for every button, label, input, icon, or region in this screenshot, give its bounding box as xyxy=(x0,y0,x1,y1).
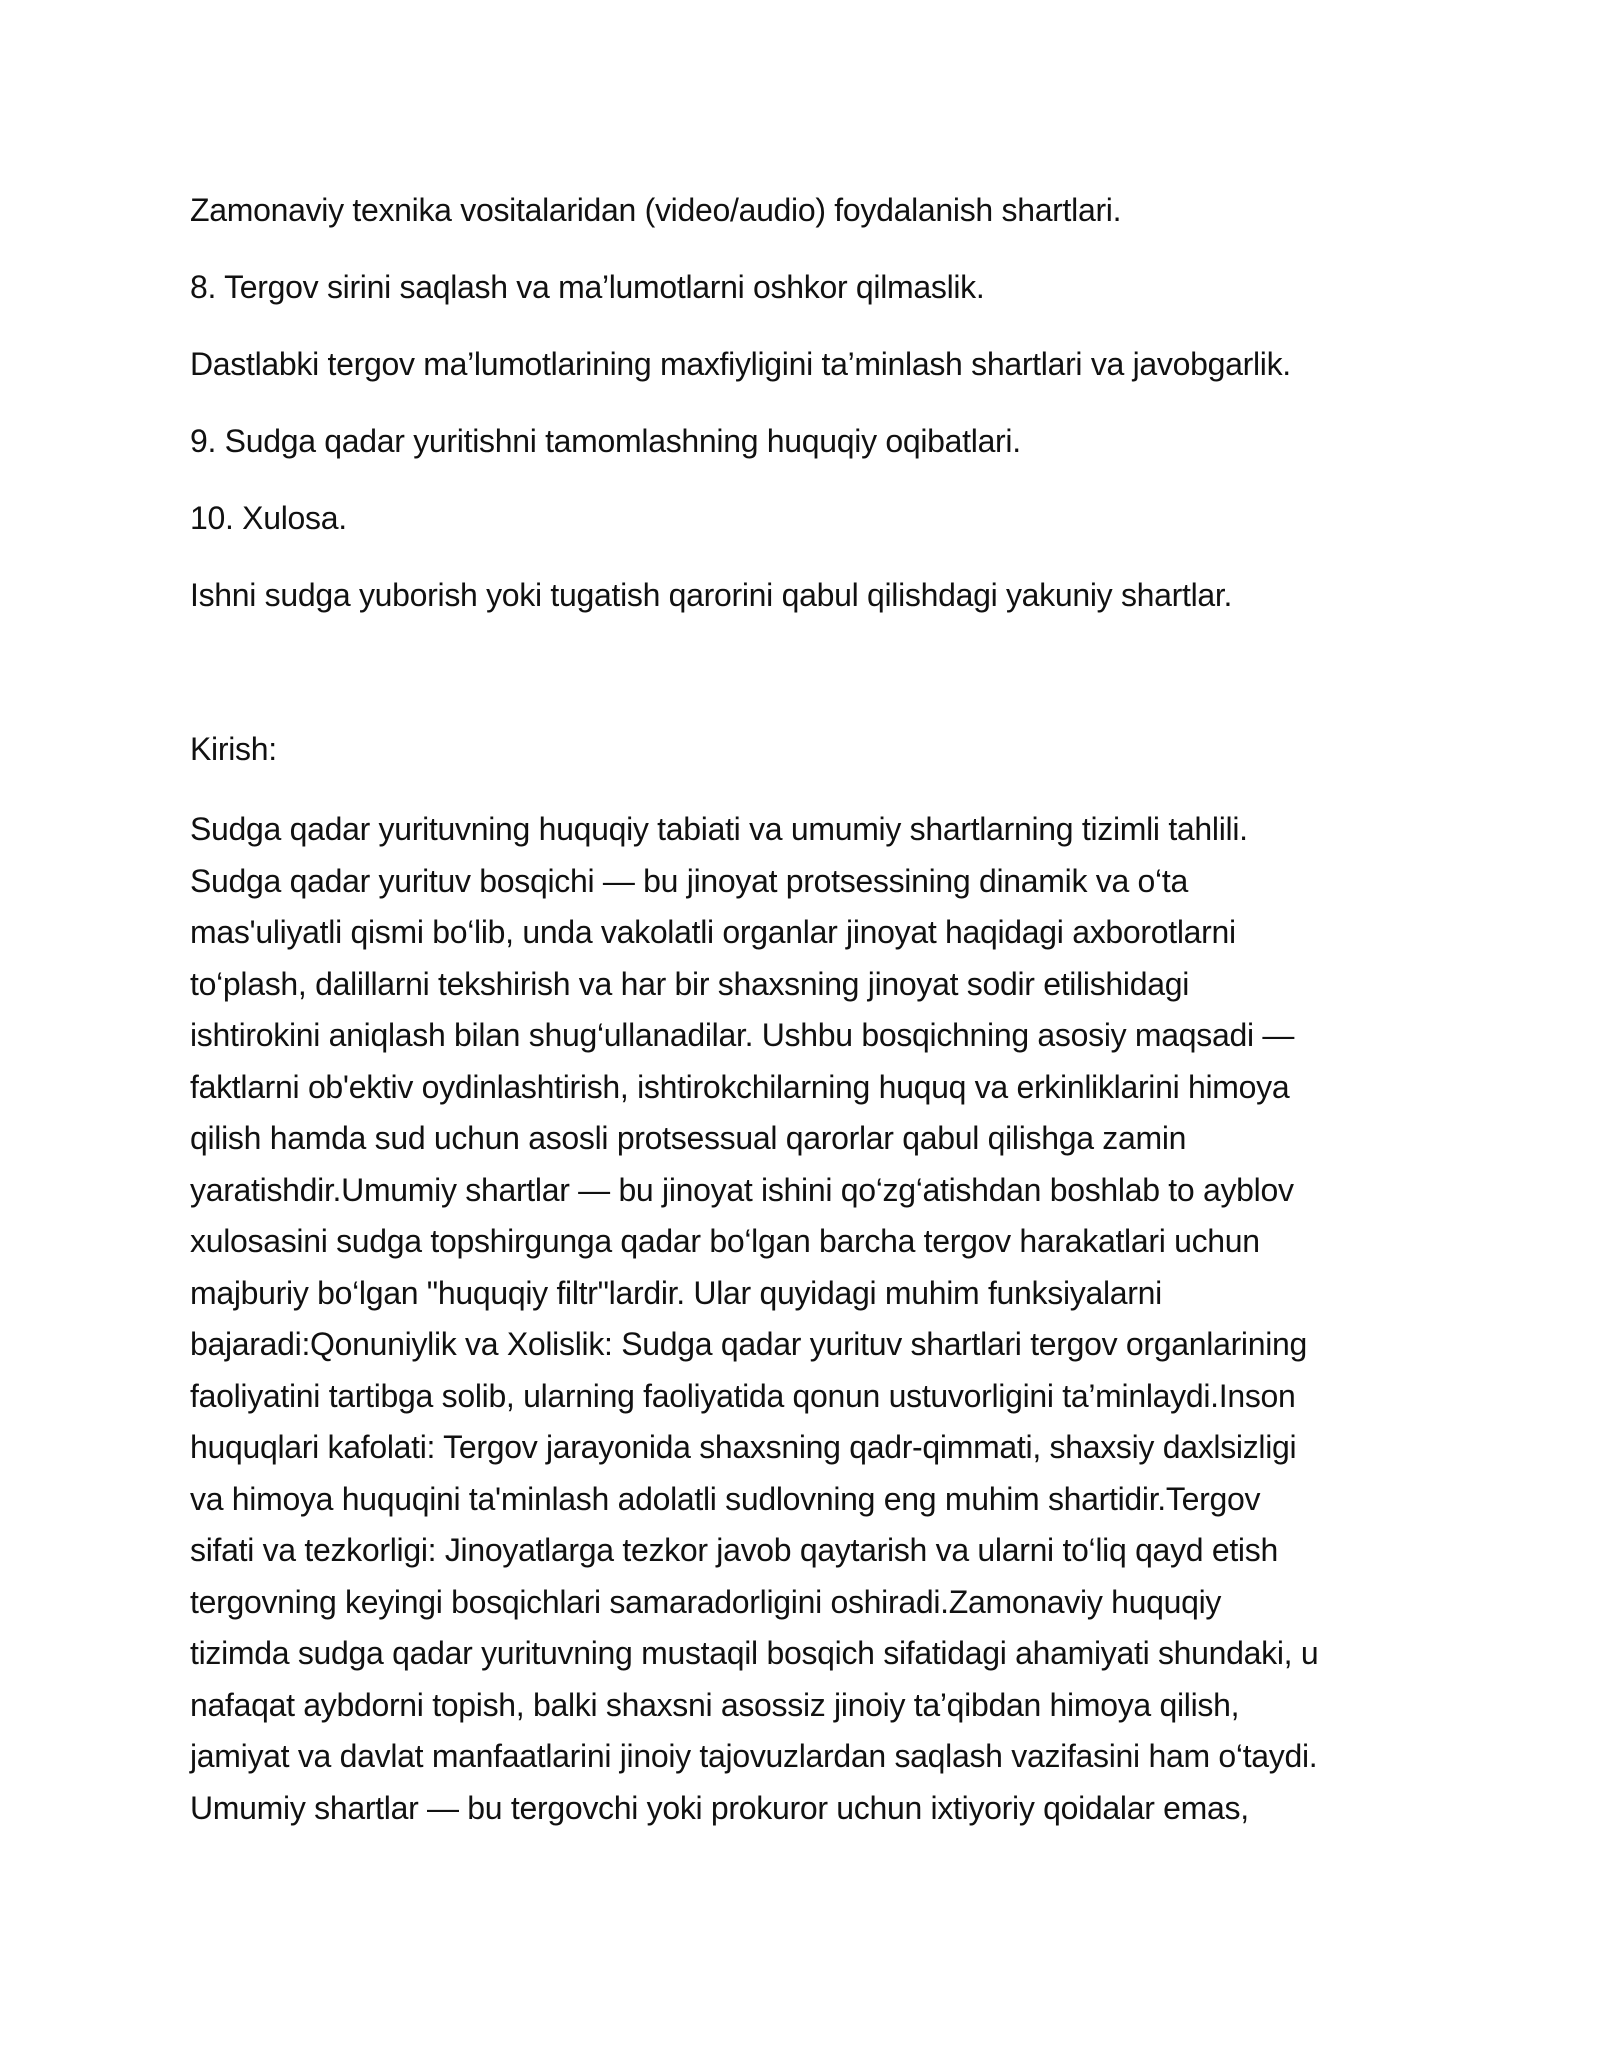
outline-item: 8. Tergov sirini saqlash va ma’lumotlarni oshkor qilmaslik. xyxy=(190,269,985,305)
outline-item: Ishni sudga yuborish yoki tugatish qarorini qabul qilishdagi yakuniy shartlar. xyxy=(190,577,1233,613)
section-spacer xyxy=(190,650,1425,727)
intro-body: Sudga qadar yurituvning huquqiy tabiati va umumiy shartlarning tizimli tahlili. Sudga qadar yurituv bosqichi — bu jinoyat protsessining dinamik va o‘ta mas'uliyatli qismi bo‘lib, unda vakolatli organlar jinoyat haqidagi axborotlarni to‘plash, dalillarni tekshirish va har bir shaxsning jinoyat sodir etilishidagi ishtirokini aniqlash bilan shug‘ullanadilar. Ushbu bosqichning asosiy maqsadi — faktlarni ob'ektiv oydinlashtirish, ishtirokchilarning huquq va erkinliklarini himoya qilish hamda sud uchun asosli protsessual qarorlar qabul qilishga zamin yaratishdir.Umumiy shartlar — bu jinoyat ishini qo‘zg‘atishdan boshlab to ayblov xulosasini sudga topshirgunga qadar bo‘lgan barcha tergov harakatlari uchun majburiy bo‘lgan "huquqiy filtr"lardir. Ular quyidagi muhim funksiyalarni bajaradi:Qonuniylik va Xolislik: Sudga qadar yurituv shartlari tergov organlarining faoliyatini tartibga solib, ularning faoliyatida qonun ustuvorligini ta’minlaydi.Inson huquqlari kafolati: Tergov jarayonida shaxsning qadr-qimmati, shaxsiy daxlsizligi va himoya huquqini ta'minlash adolatli sudlovning eng muhim shartidir.Tergov sifati va tezkorligi: Jinoyatlarga tezkor javob qaytarish va ularni to‘liq qayd etish tergovning keyingi bosqichlari samaradorligini oshiradi.Zamonaviy huquqiy tizimda sudga qadar yurituvning mustaqil bosqich sifatidagi ahamiyati shundaki, u nafaqat aybdorni topish, balki shaxsni asossiz jinoiy ta’qibdan himoya qilish, jamiyat va davlat manfaatlarini jinoiy tajovuzlardan saqlash vazifasini ham o‘taydi. Umumiy shartlar — bu tergovchi yoki prokuror uchun ixtiyoriy qoidalar emas, xyxy=(190,811,1319,1826)
outline-item: Zamonaviy texnika vositalaridan (video/audio) foydalanish shartlari. xyxy=(190,192,1122,228)
outline-item: 9. Sudga qadar yuritishni tamomlashning huquqiy oqibatlari. xyxy=(190,423,1021,459)
outline-item: 10. Xulosa. xyxy=(190,500,347,536)
document-content xyxy=(190,188,1425,1834)
outline-item: Dastlabki tergov ma’lumotlarining maxfiyligini ta’minlash shartlari va javobgarlik. xyxy=(190,346,1291,382)
intro-heading: Kirish: xyxy=(190,731,277,767)
